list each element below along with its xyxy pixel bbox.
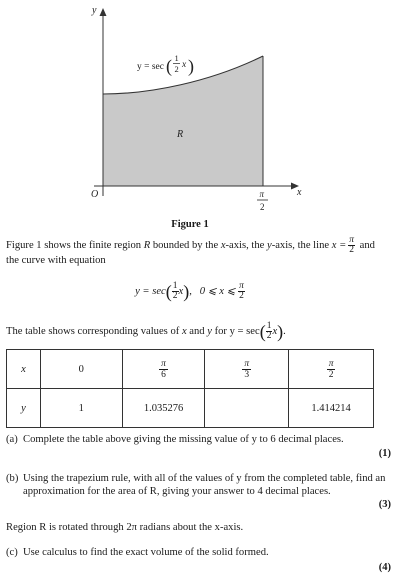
table-intro-text: The table shows corresponding values of <box>6 325 182 337</box>
y-value-0: 1 <box>40 389 122 428</box>
y-axis-arrow <box>100 8 107 16</box>
table-intro-fraction: $\frac{1}{2}$ <box>266 321 272 341</box>
figure-1-graph <box>0 0 400 215</box>
x-value-pi-2: $\frac{\pi}{2}$ <box>289 350 374 389</box>
intro-text-d: -axis, the line <box>271 239 332 251</box>
question-a-text: Complete the table above giving the missing value of y to 6 decimal places. <box>23 434 344 445</box>
table-row-y <box>7 389 374 428</box>
table-intro-and: and <box>186 325 208 337</box>
x-axis-label: x <box>297 187 302 198</box>
x-value-pi-6: $\frac{\pi}{6}$ <box>122 350 205 389</box>
x-value-0: 0 <box>40 350 122 389</box>
shaded-region-r <box>103 56 263 186</box>
origin-label: O <box>91 189 99 200</box>
curve-label: y = sec <box>137 62 164 72</box>
y-axis-label: y <box>92 5 97 16</box>
curve-equation: y = sec( $\frac{1}{2}$ x), 0 ⩽ x ⩽ $\frac{\pi}{2}$ <box>135 281 244 302</box>
curve-label-num: 1 <box>174 53 179 63</box>
table-intro-var: x <box>272 325 278 337</box>
y-value-3: 1.414214 <box>289 389 374 428</box>
equation-domain-fraction: $\frac{\pi}{2}$ <box>239 281 244 301</box>
intro-paragraph <box>6 236 394 268</box>
question-a-label: (a) <box>6 434 18 445</box>
x-tick-denominator: 2 <box>260 202 265 212</box>
question-b-marks: (3) <box>378 499 391 510</box>
intro-region: R <box>143 239 151 251</box>
table-row-x <box>7 350 374 389</box>
question-c-text: Use calculus to find the exact volume of the solid formed. <box>23 547 269 558</box>
question-c-marks: (4) <box>378 562 391 573</box>
question-b-text: Using the trapezium rule, with all of the values of y from the completed table, find an approximation for the area of R, giving your answer to 4 decimal places. <box>23 473 386 497</box>
intro-text-b: bounded by the <box>150 239 221 251</box>
table-intro: The table shows corresponding values of x and y for y = sec( $\frac{1}{2}$ x). <box>6 321 286 342</box>
equation-lhs: y = sec <box>135 285 166 297</box>
intro-y: y <box>267 239 272 251</box>
y-value-missing <box>205 389 289 428</box>
equation-var: x <box>178 285 184 297</box>
curve-label-paren-open: ( <box>166 56 172 76</box>
table-intro-x: x <box>181 325 187 337</box>
x-value-pi-3: $\frac{\pi}{3}$ <box>205 350 289 389</box>
region-label: R <box>177 129 184 140</box>
intro-fraction: $\frac{\pi}{2}$ <box>349 235 354 255</box>
question-a-marks: (1) <box>378 448 391 459</box>
curve-label-paren-close: ) <box>188 56 194 76</box>
intro-text-e: and <box>356 239 375 251</box>
curve-label-den: 2 <box>174 64 179 74</box>
table-intro-y: y <box>207 325 212 337</box>
row-label-x: x <box>7 350 41 389</box>
intro-line2: the curve with equation <box>6 255 106 266</box>
x-tick-numerator: π <box>259 189 265 199</box>
question-c-label: (c) <box>6 547 18 558</box>
question-b-label: (b) <box>6 473 19 484</box>
row-label-y: y <box>7 389 41 428</box>
equation-domain: 0 ⩽ x ⩽ <box>199 285 236 297</box>
rotation-statement <box>6 522 384 535</box>
curve-label-var: x <box>182 60 187 70</box>
intro-x: x <box>220 239 226 251</box>
equation-fraction: $\frac{1}{2}$ <box>172 281 178 301</box>
y-value-1: 1.035276 <box>122 389 205 428</box>
table-intro-for: for y = sec <box>211 325 260 337</box>
intro-eq: x = <box>331 239 347 251</box>
rotation-statement-text: Region R is rotated through 2π radians about the x-axis. <box>6 522 244 533</box>
values-table <box>6 349 374 428</box>
intro-text-c: -axis, the <box>225 239 267 251</box>
intro-text-a: Figure 1 shows the finite region <box>6 239 144 251</box>
figure-caption: Figure 1 <box>171 219 209 230</box>
